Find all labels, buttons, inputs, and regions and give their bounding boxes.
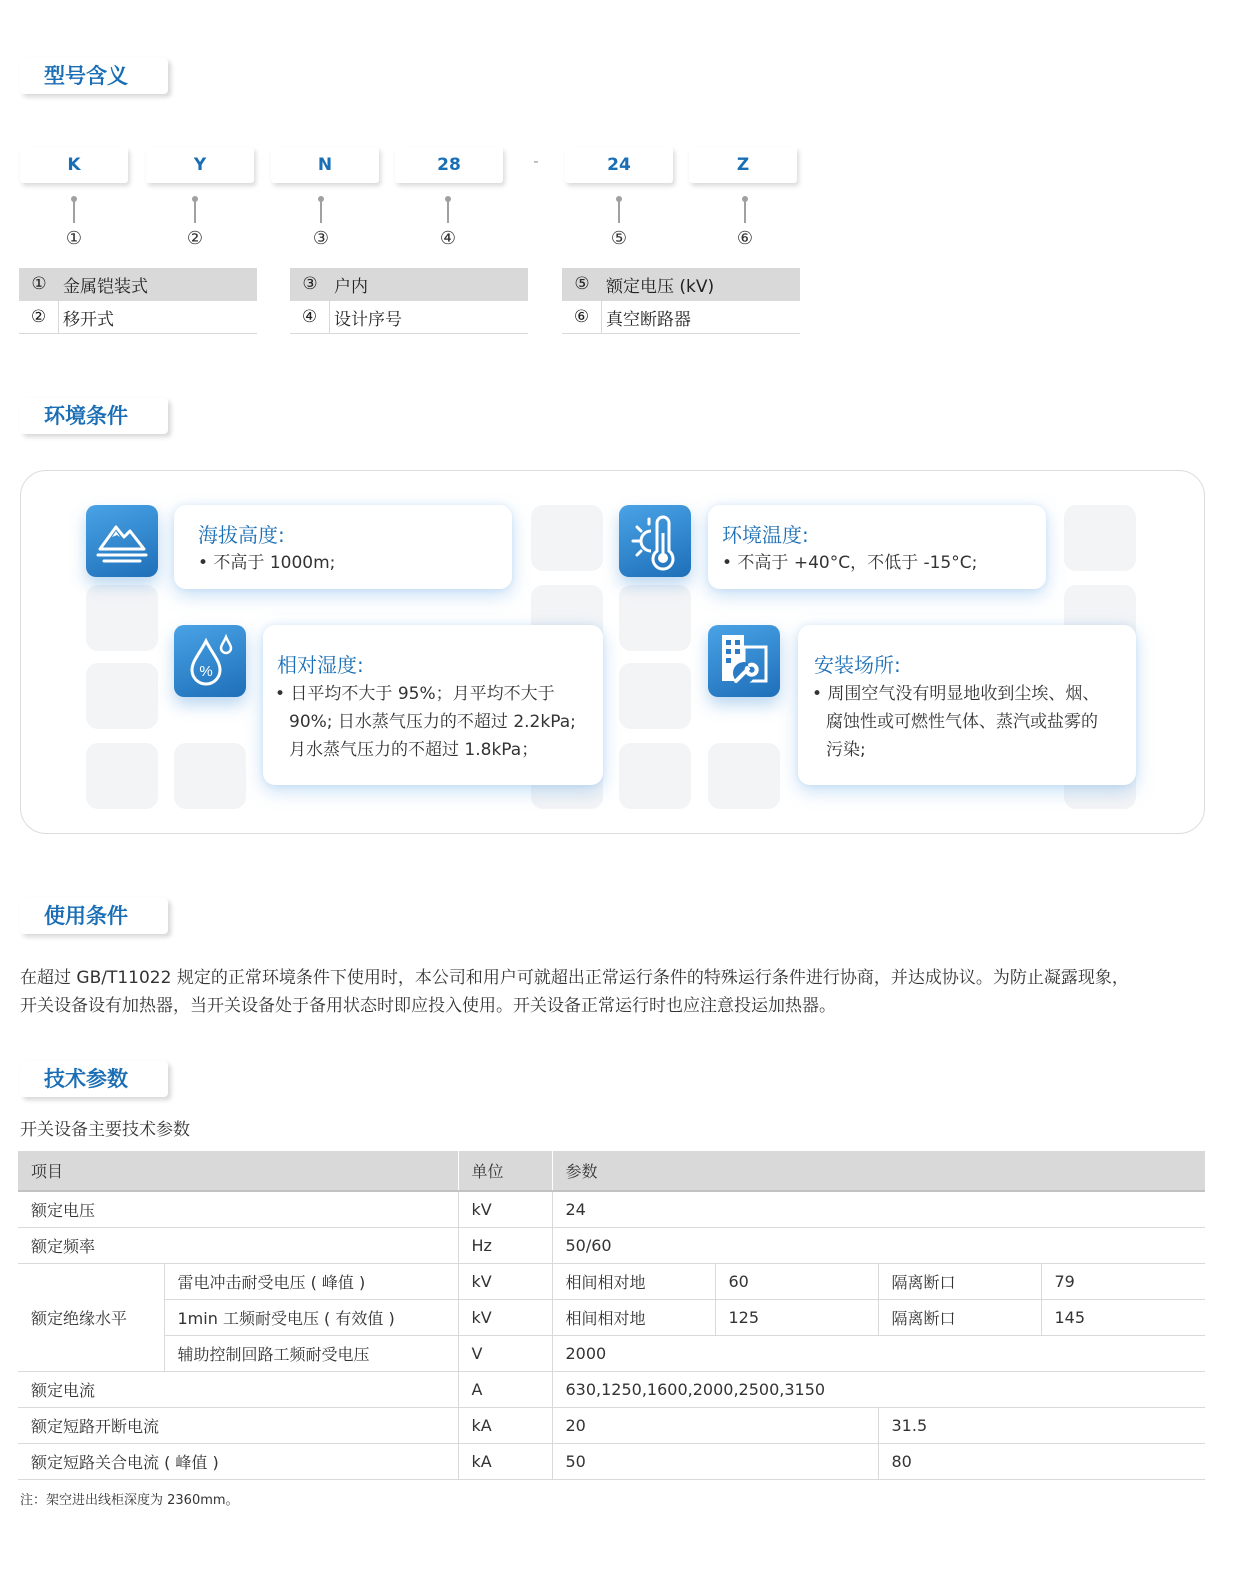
table-title: 开关设备主要技术参数: [20, 1120, 190, 1140]
table-row: [18, 1191, 1205, 1227]
altitude-text: • 不高于 1000m;: [198, 553, 336, 573]
code-number-6: ⑥: [736, 228, 754, 249]
temperature-card: [708, 505, 1046, 589]
mountain-icon: [86, 505, 158, 577]
tech-params-table: [18, 1151, 1205, 1480]
location-line: 污染;: [826, 740, 866, 760]
location-text: [812, 680, 1099, 764]
cell-unit: V: [458, 1335, 552, 1371]
legend-number: ④: [290, 301, 330, 333]
cell-value: 24: [552, 1191, 1205, 1227]
environment-panel: [20, 470, 1205, 834]
cell-unit: kV: [458, 1191, 552, 1227]
cell-label: 相间相对地: [552, 1263, 715, 1299]
connector-5: [618, 199, 620, 223]
location-card: [798, 625, 1136, 785]
table-row: [18, 1299, 1205, 1335]
cell-value: 31.5: [878, 1407, 1205, 1443]
usage-paragraph: [20, 964, 1215, 1020]
code-number-5: ⑤: [610, 228, 628, 249]
table-row: [18, 1407, 1205, 1443]
table-row: [18, 1335, 1205, 1371]
legend-text: 真空断路器: [606, 309, 691, 330]
connector-4: [447, 199, 449, 223]
usage-line-2: 开关设备设有加热器，当开关设备处于备用状态时即应投入使用。开关设备正常运行时也应注意投运加热器。: [20, 996, 836, 1016]
cell-unit: kA: [458, 1443, 552, 1479]
cell-name: 额定频率: [18, 1227, 458, 1263]
legend-text: 移开式: [63, 309, 114, 330]
legend-row: [19, 268, 257, 301]
connector-3: [320, 199, 322, 223]
bg-tile: [619, 585, 691, 651]
cell-value: 80: [878, 1443, 1205, 1479]
legend-row: [19, 301, 257, 334]
altitude-title: 海拔高度:: [198, 523, 285, 547]
altitude-card: [174, 505, 512, 589]
legend-number: ②: [19, 301, 59, 333]
cell-value: 125: [715, 1299, 878, 1335]
legend-text: 金属铠装式: [63, 277, 148, 297]
model-code-n: N: [271, 147, 379, 183]
model-code-28: 28: [395, 147, 503, 183]
cell-unit: kA: [458, 1407, 552, 1443]
cell-value: 20: [552, 1407, 878, 1443]
code-number-2: ②: [186, 228, 204, 249]
footnote: 注：架空进出线柜深度为 2360mm。: [20, 1493, 239, 1508]
legend-text: 额定电压 (kV): [606, 277, 715, 297]
legend-row: [290, 268, 528, 301]
code-number-4: ④: [439, 228, 457, 249]
section-title-environment: 环境条件: [20, 398, 168, 434]
cell-value: 2000: [552, 1335, 1205, 1371]
cell-name: 额定短路关合电流 ( 峰值 ): [18, 1443, 458, 1479]
cell-name: 额定短路开断电流: [18, 1407, 458, 1443]
cell-value: 145: [1041, 1299, 1205, 1335]
header-param: 参数: [552, 1151, 1205, 1191]
temperature-title: 环境温度:: [722, 523, 809, 547]
section-title-usage: 使用条件: [20, 898, 168, 934]
cell-name: 额定绝缘水平: [18, 1263, 164, 1371]
location-line: 腐蚀性或可燃性气体、蒸汽或盐雾的: [826, 712, 1098, 732]
cell-unit: A: [458, 1371, 552, 1407]
building-wrench-icon: [708, 625, 780, 697]
legend-group-1: [19, 268, 257, 334]
bg-tile: [619, 743, 691, 809]
cell-value: 50: [552, 1443, 878, 1479]
table-row: [18, 1227, 1205, 1263]
section-title-tech: 技术参数: [20, 1061, 168, 1097]
legend-group-2: [290, 268, 528, 334]
table-row: [18, 1263, 1205, 1299]
water-drop-percent-icon: [174, 625, 246, 697]
cell-value: 79: [1041, 1263, 1205, 1299]
cell-label: 相间相对地: [552, 1299, 715, 1335]
bg-tile: [708, 743, 780, 809]
code-number-3: ③: [312, 228, 330, 249]
bg-tile: [619, 663, 691, 729]
location-title: 安装场所:: [814, 653, 901, 677]
bg-tile: [86, 663, 158, 729]
cell-name: 额定电流: [18, 1371, 458, 1407]
table-header-row: [18, 1151, 1205, 1191]
location-line: • 周围空气没有明显地收到尘埃、烟、: [812, 684, 1100, 704]
cell-name: 额定电压: [18, 1191, 458, 1227]
legend-text: 设计序号: [334, 309, 402, 330]
bg-tile: [86, 585, 158, 651]
header-item: 项目: [18, 1151, 458, 1191]
code-number-1: ①: [65, 228, 83, 249]
cell-value: 50/60: [552, 1227, 1205, 1263]
humidity-text: [275, 680, 576, 764]
model-code-dash: -: [533, 152, 539, 170]
header-unit: 单位: [458, 1151, 552, 1191]
bg-tile: [1064, 505, 1136, 571]
svg-text:%: %: [199, 663, 213, 680]
table-row: [18, 1443, 1205, 1479]
humidity-line: • 日平均不大于 95%；月平均不大于: [275, 684, 555, 704]
model-code-z: Z: [689, 147, 797, 183]
cell-subname: 1min 工频耐受电压 ( 有效值 ): [164, 1299, 458, 1335]
thermometer-sun-icon: [619, 505, 691, 577]
legend-text: 户内: [334, 277, 368, 297]
bg-tile: [174, 743, 246, 809]
cell-value: 630,1250,1600,2000,2500,3150: [552, 1371, 1205, 1407]
cell-subname: 雷电冲击耐受电压 ( 峰值 ): [164, 1263, 458, 1299]
model-code-y: Y: [146, 147, 254, 183]
humidity-line: 月水蒸气压力的不超过 1.8kPa；: [289, 740, 539, 760]
usage-line-1: 在超过 GB/T11022 规定的正常环境条件下使用时，本公司和用户可就超出正常运行条件的特殊运行条件进行协商，并达成协议。为防止凝露现象，: [20, 968, 1129, 988]
legend-number: ③: [302, 274, 318, 294]
temperature-text: • 不高于 +40°C，不低于 -15°C;: [722, 553, 978, 573]
humidity-title: 相对湿度:: [277, 653, 364, 677]
humidity-line: 90%; 日水蒸气压力的不超过 2.2kPa;: [289, 712, 576, 732]
bg-tile: [531, 505, 603, 571]
legend-number: ⑤: [574, 274, 590, 294]
legend-number: ①: [31, 274, 47, 294]
bg-tile: [86, 743, 158, 809]
model-code-k: K: [20, 147, 128, 183]
model-code-24: 24: [565, 147, 673, 183]
section-title-model: 型号含义: [20, 58, 168, 94]
cell-value: 60: [715, 1263, 878, 1299]
legend-row: [562, 301, 800, 334]
cell-subname: 辅助控制回路工频耐受电压: [164, 1335, 458, 1371]
legend-group-3: [562, 268, 800, 334]
cell-unit: kV: [458, 1263, 552, 1299]
legend-row: [562, 268, 800, 301]
cell-label: 隔离断口: [878, 1299, 1041, 1335]
legend-number: ⑥: [562, 301, 602, 333]
humidity-card: [263, 625, 603, 785]
legend-row: [290, 301, 528, 334]
table-row: [18, 1371, 1205, 1407]
cell-unit: kV: [458, 1299, 552, 1335]
connector-2: [194, 199, 196, 223]
cell-label: 隔离断口: [878, 1263, 1041, 1299]
connector-6: [744, 199, 746, 223]
connector-1: [73, 199, 75, 223]
cell-unit: Hz: [458, 1227, 552, 1263]
